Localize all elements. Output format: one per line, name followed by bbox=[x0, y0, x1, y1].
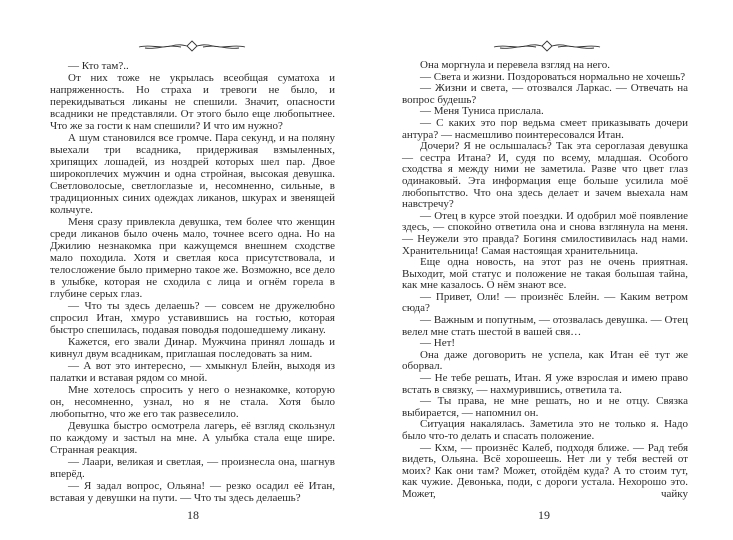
paragraph: — Лаари, великая и светлая, — произнесла она, шагнув вперёд. bbox=[50, 456, 335, 480]
page-body-text bbox=[402, 60, 688, 501]
page-number: 18 bbox=[173, 508, 213, 522]
paragraph: — Жизни и света, — отозвался Ларкас. — Отвечать на вопрос будешь? bbox=[402, 82, 688, 106]
left-page bbox=[0, 0, 366, 540]
paragraph: Кажется, его звали Динар. Мужчина принял лошадь и кивнул двум всадникам, приглашая последовать за ним. bbox=[50, 336, 335, 360]
paragraph: — Ты права, не мне решать, но и не отцу. Связка выбирается, — напомнил он. bbox=[402, 395, 688, 419]
paragraph: — Что ты здесь делаешь? — совсем не дружелюбно спросил Итан, хмуро уставившись на гостью, которая быстро спешилась, подавая поводья подошедшему ликану. bbox=[50, 300, 335, 336]
paragraph: — Меня Туниса прислала. bbox=[420, 105, 544, 118]
page-body-text bbox=[50, 60, 335, 504]
paragraph: Еще одна новость, на этот раз не очень приятная. Выходит, мой статус и положение не такая большая тайна, как мне казалось. О нём знают все. bbox=[402, 256, 688, 292]
paragraph: — Привет, Оли! — произнёс Блейн. — Каким ветром сюда? bbox=[402, 290, 688, 315]
paragraph: А шум становился все громче. Пара секунд, и на поляну выехали три всадника, придерживая взмыленных, хрипящих лошадей, из ноздрей которых шел пар. Двое широкоплечих мужчин и одна стройная, высокая девушка. Светловолосые, светлоглазые и, несомненно, сильные, в традиционных синих одеждах ликанов, шкурах и звенящей кольчуге. bbox=[50, 132, 335, 216]
paragraph: Дочери? Я не ослышалась? Так эта сероглазая девушка — сестра Итана? И, судя по всему, младшая. Особого сходства я между ними не заметила. Разве что цвет глаз одинаковый. Эта информация еще больше усилила моё любопытство. Что она здесь делает и зачем выехала нам навстречу? bbox=[402, 140, 688, 211]
paragraph: Она моргнула и перевела взгляд на него. bbox=[420, 59, 611, 71]
paragraph: Мне хотелось спросить у него о незнакомке, которую он, несомненно, узнал, но я не стала. Хотя было любопытно, что же его так развеселило. bbox=[50, 384, 335, 420]
paragraph: — Я задал вопрос, Ольяна! — резко осадил её Итан, вставая у девушки на пути. — Что ты здесь делаешь? bbox=[50, 480, 335, 504]
paragraph: — А вот это интересно, — хмыкнул Блейн, выходя из палатки и вставая рядом со мной. bbox=[50, 360, 335, 384]
paragraph: Она даже договорить не успела, как Итан её тут же оборвал. bbox=[402, 348, 688, 373]
paragraph: — Кхм, — произнёс Калеб, подходя ближе. — Рад тебя видеть, Ольяна. Всё хорошеешь. Нет ли у тебя вестей от моих? Как они там? Может, отойдём куда? А то стоим тут, как чужие. Девонька, поди, с дороги устала. Нехорошо это. Может, чайку bbox=[402, 441, 688, 500]
paragraph: От них тоже не укрылась всеобщая суматоха и напряженность. Но страха и тревоги не было, и перекидываться ликаны не спешили. Значит, опасности всадники не представляли. От этого было еще любопытнее. Что же за гости к нам спешили? И что им нужно? bbox=[50, 72, 335, 132]
paragraph: Девушка быстро осмотрела лагерь, её взгляд скользнул по каждому и застыл на мне. А улыбка стала еще шире. Странная реакция. bbox=[50, 420, 335, 456]
page-number: 19 bbox=[524, 508, 564, 522]
paragraph: — Важным и попутным, — отозвалась девушка. — Отец велел мне стать шестой в вашей свя… bbox=[402, 314, 688, 338]
paragraph: — Кто там?.. bbox=[68, 60, 129, 72]
flourish-divider-icon bbox=[137, 38, 247, 54]
paragraph: — Не тебе решать, Итан. Я уже взрослая и имею право встать в связку, — нахмурившись, ответила та. bbox=[402, 372, 688, 396]
paragraph: Меня сразу привлекла девушка, тем более что женщин среди ликанов было очень мало, точнее всего одна. Но на Джилию незнакомка при кажущемся внешнем сходстве мало походила. Хотя и светлая коса присутствовала, и телосложение было примерно такое же. Возможно, все дело в улыбке, которая не сходила с лица и огнём горела в глубине серых глаз. bbox=[50, 216, 335, 300]
flourish-divider-icon bbox=[492, 38, 602, 54]
right-page bbox=[366, 0, 733, 540]
paragraph: — Отец в курсе этой поездки. И одобрил моё появление здесь, — спокойно ответила она и снова взглянула на меня. — Неужели это правда? Богиня смилостивилась над нами. Хранительница! Самая настоящая хранительница. bbox=[402, 209, 688, 257]
paragraph: — Нет! bbox=[420, 337, 456, 350]
paragraph: Ситуация накалялась. Заметила это не только я. Надо было что-то делать и спасать положение. bbox=[402, 418, 688, 442]
paragraph: — Света и жизни. Поздороваться нормально не хочешь? bbox=[420, 70, 686, 83]
paragraph: — С каких это пор ведьма смеет приказывать дочери антура? — насмешливо поинтересовался Итан. bbox=[402, 116, 688, 141]
